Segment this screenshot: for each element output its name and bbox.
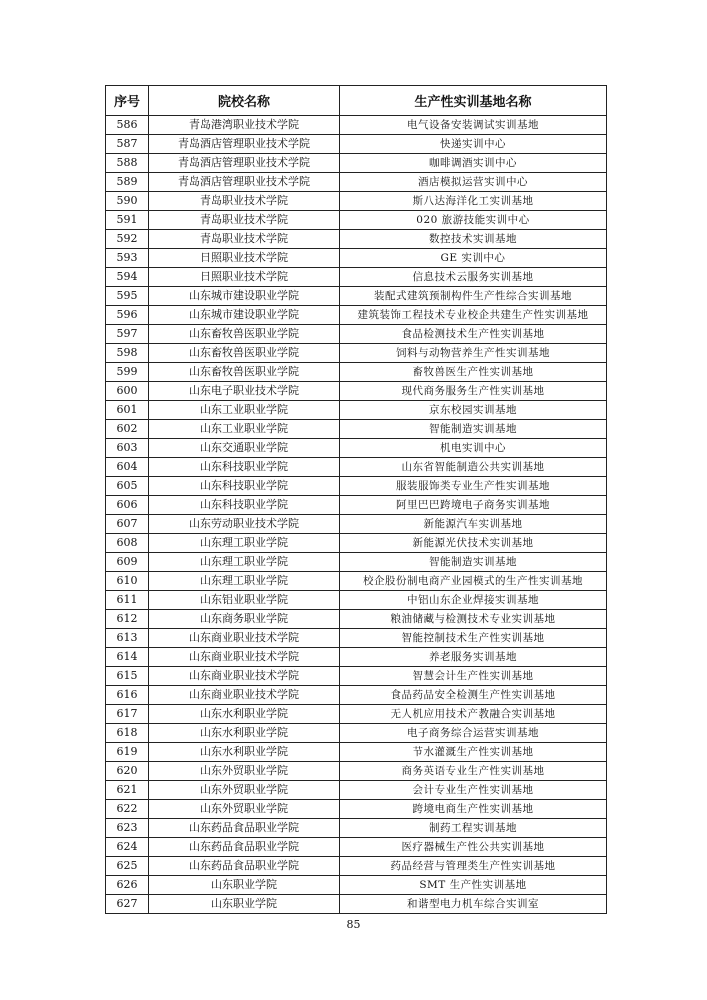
- row-serial-number: 622: [106, 800, 149, 819]
- table-row: [106, 287, 607, 306]
- row-school-name: 青岛职业技术学院: [149, 211, 340, 230]
- row-school-name: 山东商务职业学院: [149, 610, 340, 629]
- row-school-name: 山东科技职业学院: [149, 496, 340, 515]
- row-school-name: 山东水利职业学院: [149, 743, 340, 762]
- row-school-name: 山东药品食品职业学院: [149, 838, 340, 857]
- row-base-name: 建筑装饰工程技术专业校企共建生产性实训基地: [340, 306, 607, 325]
- row-serial-number: 592: [106, 230, 149, 249]
- row-serial-number: 589: [106, 173, 149, 192]
- row-base-name: SMT 生产性实训基地: [340, 876, 607, 895]
- row-serial-number: 609: [106, 553, 149, 572]
- row-school-name: 山东工业职业学院: [149, 401, 340, 420]
- row-base-name: 食品检测技术生产性实训基地: [340, 325, 607, 344]
- row-base-name: 跨境电商生产性实训基地: [340, 800, 607, 819]
- table-row: [106, 363, 607, 382]
- row-base-name: 阿里巴巴跨境电子商务实训基地: [340, 496, 607, 515]
- table-row: [106, 838, 607, 857]
- table-row: [106, 724, 607, 743]
- table-row: [106, 762, 607, 781]
- row-serial-number: 626: [106, 876, 149, 895]
- row-school-name: 山东商业职业技术学院: [149, 648, 340, 667]
- row-school-name: 青岛酒店管理职业技术学院: [149, 154, 340, 173]
- row-school-name: 山东商业职业技术学院: [149, 686, 340, 705]
- row-serial-number: 600: [106, 382, 149, 401]
- table-row: [106, 800, 607, 819]
- row-base-name: 新能源光伏技术实训基地: [340, 534, 607, 553]
- row-school-name: 青岛酒店管理职业技术学院: [149, 173, 340, 192]
- row-serial-number: 627: [106, 895, 149, 914]
- row-serial-number: 621: [106, 781, 149, 800]
- row-base-name: 京东校园实训基地: [340, 401, 607, 420]
- table-row: [106, 458, 607, 477]
- table-row: [106, 819, 607, 838]
- row-serial-number: 618: [106, 724, 149, 743]
- training-base-table: [105, 85, 607, 914]
- row-school-name: 山东外贸职业学院: [149, 762, 340, 781]
- table-row: [106, 648, 607, 667]
- row-serial-number: 599: [106, 363, 149, 382]
- row-serial-number: 620: [106, 762, 149, 781]
- row-base-name: 药品经营与管理类生产性实训基地: [340, 857, 607, 876]
- row-school-name: 山东水利职业学院: [149, 724, 340, 743]
- row-base-name: 快递实训中心: [340, 135, 607, 154]
- row-school-name: 山东科技职业学院: [149, 477, 340, 496]
- row-base-name: 智能制造实训基地: [340, 420, 607, 439]
- table-row: [106, 230, 607, 249]
- row-school-name: 山东水利职业学院: [149, 705, 340, 724]
- table-row: [106, 154, 607, 173]
- table-row: [106, 382, 607, 401]
- row-serial-number: 587: [106, 135, 149, 154]
- row-school-name: 山东科技职业学院: [149, 458, 340, 477]
- row-base-name: 电子商务综合运营实训基地: [340, 724, 607, 743]
- row-base-name: 新能源汽车实训基地: [340, 515, 607, 534]
- table-row: [106, 686, 607, 705]
- row-school-name: 青岛职业技术学院: [149, 192, 340, 211]
- row-base-name: 智能制造实训基地: [340, 553, 607, 572]
- row-base-name: 现代商务服务生产性实训基地: [340, 382, 607, 401]
- table-row: [106, 876, 607, 895]
- row-serial-number: 606: [106, 496, 149, 515]
- table-row: [106, 249, 607, 268]
- row-school-name: 青岛港湾职业技术学院: [149, 116, 340, 135]
- table-row: [106, 496, 607, 515]
- row-school-name: 日照职业技术学院: [149, 249, 340, 268]
- table-row: [106, 401, 607, 420]
- table-row: [106, 857, 607, 876]
- table-row: [106, 344, 607, 363]
- table-row: [106, 610, 607, 629]
- row-school-name: 青岛职业技术学院: [149, 230, 340, 249]
- row-serial-number: 614: [106, 648, 149, 667]
- row-base-name: 粮油储藏与检测技术专业实训基地: [340, 610, 607, 629]
- row-serial-number: 611: [106, 591, 149, 610]
- row-base-name: 装配式建筑预制构件生产性综合实训基地: [340, 287, 607, 306]
- row-base-name: 制药工程实训基地: [340, 819, 607, 838]
- row-base-name: 医疗器械生产性公共实训基地: [340, 838, 607, 857]
- header-school-name: 院校名称: [149, 86, 340, 116]
- row-base-name: 信息技术云服务实训基地: [340, 268, 607, 287]
- row-base-name: 食品药品安全检测生产性实训基地: [340, 686, 607, 705]
- table-row: [106, 572, 607, 591]
- row-school-name: 山东城市建设职业学院: [149, 287, 340, 306]
- row-school-name: 山东城市建设职业学院: [149, 306, 340, 325]
- row-serial-number: 615: [106, 667, 149, 686]
- table-row: [106, 629, 607, 648]
- row-base-name: 饲料与动物营养生产性实训基地: [340, 344, 607, 363]
- row-school-name: 山东药品食品职业学院: [149, 819, 340, 838]
- table-row: [106, 534, 607, 553]
- row-school-name: 山东理工职业学院: [149, 534, 340, 553]
- row-base-name: 节水灌溉生产性实训基地: [340, 743, 607, 762]
- row-serial-number: 624: [106, 838, 149, 857]
- row-base-name: 020 旅游技能实训中心: [340, 211, 607, 230]
- table-row: [106, 667, 607, 686]
- row-base-name: 电气设备安装调试实训基地: [340, 116, 607, 135]
- row-serial-number: 607: [106, 515, 149, 534]
- row-school-name: 日照职业技术学院: [149, 268, 340, 287]
- table-row: [106, 781, 607, 800]
- table-header-row: [106, 86, 607, 116]
- row-school-name: 山东工业职业学院: [149, 420, 340, 439]
- table-row: [106, 173, 607, 192]
- row-serial-number: 586: [106, 116, 149, 135]
- row-school-name: 山东理工职业学院: [149, 572, 340, 591]
- row-base-name: 酒店模拟运营实训中心: [340, 173, 607, 192]
- table-row: [106, 420, 607, 439]
- row-serial-number: 593: [106, 249, 149, 268]
- row-school-name: 山东劳动职业技术学院: [149, 515, 340, 534]
- table-row: [106, 325, 607, 344]
- row-serial-number: 594: [106, 268, 149, 287]
- row-school-name: 山东药品食品职业学院: [149, 857, 340, 876]
- table-row: [106, 515, 607, 534]
- row-base-name: 智能控制技术生产性实训基地: [340, 629, 607, 648]
- page-number: 85: [346, 918, 361, 931]
- row-school-name: 山东商业职业技术学院: [149, 629, 340, 648]
- row-serial-number: 590: [106, 192, 149, 211]
- table-row: [106, 477, 607, 496]
- row-base-name: 数控技术实训基地: [340, 230, 607, 249]
- table-row: [106, 705, 607, 724]
- row-serial-number: 591: [106, 211, 149, 230]
- table-row: [106, 895, 607, 914]
- row-base-name: 会计专业生产性实训基地: [340, 781, 607, 800]
- row-school-name: 山东职业学院: [149, 876, 340, 895]
- row-serial-number: 625: [106, 857, 149, 876]
- header-base-name: 生产性实训基地名称: [340, 86, 607, 116]
- row-serial-number: 603: [106, 439, 149, 458]
- row-base-name: 校企股份制电商产业园模式的生产性实训基地: [340, 572, 607, 591]
- row-serial-number: 588: [106, 154, 149, 173]
- row-base-name: 养老服务实训基地: [340, 648, 607, 667]
- row-serial-number: 602: [106, 420, 149, 439]
- table-row: [106, 439, 607, 458]
- table-body: [106, 116, 607, 914]
- row-serial-number: 617: [106, 705, 149, 724]
- row-school-name: 山东交通职业学院: [149, 439, 340, 458]
- row-school-name: 山东畜牧兽医职业学院: [149, 363, 340, 382]
- row-base-name: 畜牧兽医生产性实训基地: [340, 363, 607, 382]
- row-base-name: GE 实训中心: [340, 249, 607, 268]
- row-school-name: 山东理工职业学院: [149, 553, 340, 572]
- row-serial-number: 612: [106, 610, 149, 629]
- table-row: [106, 135, 607, 154]
- row-serial-number: 604: [106, 458, 149, 477]
- row-base-name: 和谐型电力机车综合实训室: [340, 895, 607, 914]
- row-serial-number: 605: [106, 477, 149, 496]
- table-row: [106, 553, 607, 572]
- row-serial-number: 613: [106, 629, 149, 648]
- table-row: [106, 268, 607, 287]
- row-serial-number: 601: [106, 401, 149, 420]
- table-row: [106, 211, 607, 230]
- row-school-name: 山东畜牧兽医职业学院: [149, 344, 340, 363]
- table-row: [106, 306, 607, 325]
- row-base-name: 山东省智能制造公共实训基地: [340, 458, 607, 477]
- row-serial-number: 596: [106, 306, 149, 325]
- row-serial-number: 598: [106, 344, 149, 363]
- row-serial-number: 597: [106, 325, 149, 344]
- row-serial-number: 610: [106, 572, 149, 591]
- table-row: [106, 116, 607, 135]
- row-school-name: 山东铝业职业学院: [149, 591, 340, 610]
- row-school-name: 山东畜牧兽医职业学院: [149, 325, 340, 344]
- table-row: [106, 743, 607, 762]
- row-base-name: 商务英语专业生产性实训基地: [340, 762, 607, 781]
- row-base-name: 机电实训中心: [340, 439, 607, 458]
- row-serial-number: 595: [106, 287, 149, 306]
- header-serial-number: 序号: [106, 86, 149, 116]
- row-base-name: 斯八达海洋化工实训基地: [340, 192, 607, 211]
- row-school-name: 山东电子职业技术学院: [149, 382, 340, 401]
- row-school-name: 山东外贸职业学院: [149, 800, 340, 819]
- row-school-name: 山东商业职业技术学院: [149, 667, 340, 686]
- row-serial-number: 616: [106, 686, 149, 705]
- row-base-name: 咖啡调酒实训中心: [340, 154, 607, 173]
- row-school-name: 青岛酒店管理职业技术学院: [149, 135, 340, 154]
- table-row: [106, 192, 607, 211]
- row-base-name: 服装服饰类专业生产性实训基地: [340, 477, 607, 496]
- row-serial-number: 619: [106, 743, 149, 762]
- row-serial-number: 623: [106, 819, 149, 838]
- row-school-name: 山东外贸职业学院: [149, 781, 340, 800]
- row-school-name: 山东职业学院: [149, 895, 340, 914]
- row-base-name: 智慧会计生产性实训基地: [340, 667, 607, 686]
- row-serial-number: 608: [106, 534, 149, 553]
- table-row: [106, 591, 607, 610]
- row-base-name: 无人机应用技术产教融合实训基地: [340, 705, 607, 724]
- row-base-name: 中铝山东企业焊接实训基地: [340, 591, 607, 610]
